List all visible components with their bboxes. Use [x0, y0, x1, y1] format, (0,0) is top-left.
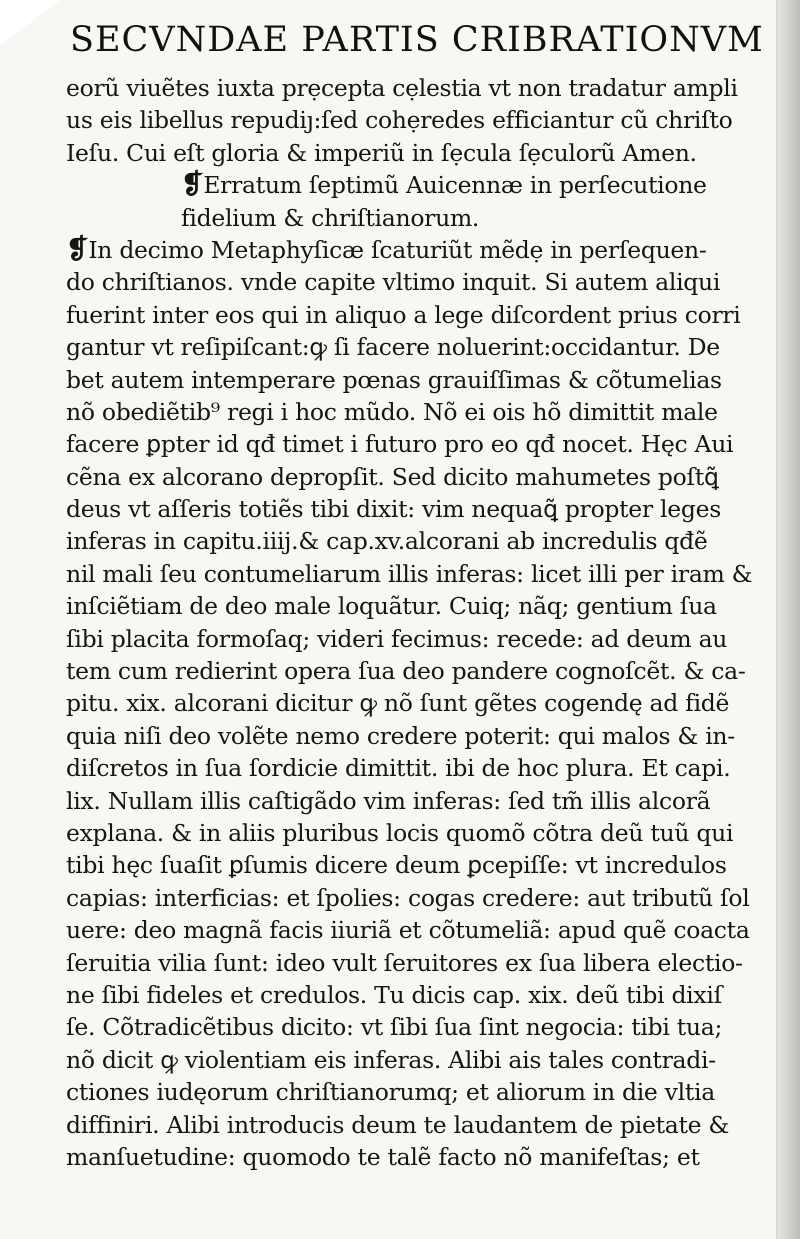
paragraph-start-line [66, 234, 746, 266]
text-line: us eis libellus repudiȷ:ſed cohẹredes efficiantur cũ chriſto [66, 106, 733, 135]
text-line: ne ſibi fideles et credulos. Tu dicis cap. xix. deũ tibi dixiſ [66, 980, 722, 1009]
text-line: gantur vt reſipiſcant:ꝙ ſi facere noluerint:occidantur. De [66, 333, 720, 362]
text-line: tem cum redierint opera ſua deo pandere cognoſcẽt. & ca- [66, 657, 746, 686]
text-line: ſibi placita formoſaq; videri fecimus: recede: ad deum au [66, 624, 728, 653]
text-line: diffiniri. Alibi introducis deum te laudantem de pietate & [66, 1110, 729, 1139]
pilcrow-icon: ❡ [181, 169, 204, 201]
text-line: manſuetudine: quomodo te talẽ facto nõ manifeſtas; et [66, 1142, 700, 1171]
text-line: inferas in capitu.iiij.& cap.xv.alcorani ab incredulis qđẽ [66, 527, 708, 556]
text-line: do chriſtianos. vnde capite vltimo inquit. Si autem aliqui [66, 268, 721, 297]
text-line: Ieſu. Cui eſt gloria & imperiũ in ſẹcula ſẹculorũ Amen. [66, 138, 697, 167]
text-line: nõ dicit ꝙ violentiam eis inferas. Alibi ais tales contradi- [66, 1045, 716, 1074]
text-line: ctiones iudęorum chriſtianorumq; et aliorum in die vltia [66, 1078, 715, 1107]
text-line: In decimo Metaphyſicæ ſcaturiũt mẽdẹ in perſequen- [88, 235, 707, 264]
text-block [66, 72, 753, 1173]
text-line: diſcretos in ſua ſordicie dimittit. ibi de hoc plura. Et capi. [66, 754, 731, 783]
text-line: pitu. xix. alcorani dicitur ꝙ nõ ſunt gẽtes cogendę ad fidẽ [66, 689, 730, 718]
text-line: fidelium & chriſtianorum. [181, 203, 480, 232]
text-line: explana. & in aliis pluribus locis quomõ cõtra deũ tuũ qui [66, 818, 734, 847]
text-line: fuerint inter eos qui in aliquo a lege diſcordent prius corri [66, 300, 741, 329]
text-line: ſeruitia vilia ſunt: ideo vult ſeruitores ex ſua libera electio- [66, 948, 743, 977]
section-heading-line [66, 169, 746, 201]
text-line: cẽna ex alcorano depropſit. Sed dicito mahumetes poſtꝗ̃ [66, 462, 719, 491]
running-head: SECVNDAE PARTIS CRIBRATIONVM [70, 20, 764, 60]
text-line: tibi hęc ſuaſit ꝑſumis dicere deum ꝑcepiſſe: vt incredulos [66, 851, 727, 880]
text-line: facere ꝑpter id qđ timet i futuro pro eo qđ nocet. Hęc Aui [66, 430, 734, 459]
text-line: Erratum ſeptimũ Auicennæ in perſecutione [203, 171, 707, 200]
text-line: uere: deo magnã facis iiuriã et cõtumeliã: apud quẽ coacta [66, 916, 750, 945]
text-line: eorũ viuẽtes iuxta prẹcepta cẹlestia vt non tradatur ampli [66, 74, 738, 102]
text-line: nõ obediẽtib⁹ regi i hoc mũdo. Nõ ei ois hõ dimittit male [66, 397, 718, 426]
page-corner [0, 0, 60, 46]
adjacent-page-edge [778, 0, 800, 1239]
text-line: lix. Nullam illis caſtigãdo vim inferas: ſed tm̃ illis alcorã [66, 786, 711, 815]
text-line: ſe. Cõtradicẽtibus dicito: vt ſibi ſua ſint negocia: tibi tua; [66, 1013, 723, 1042]
text-line: capias: interficias: et ſpolies: cogas credere: aut tributũ ſol [66, 883, 750, 912]
text-line: deus vt aſſeris totiẽs tibi dixit: vim nequaꝗ̃ propter leges [66, 495, 721, 524]
text-line: nil mali ſeu contumeliarum illis inferas: licet illi per iram & [66, 559, 753, 588]
pilcrow-icon: ❡ [66, 233, 89, 265]
text-line: bet autem intemperare pœnas grauiſſimas & cõtumelias [66, 365, 722, 394]
text-line: inſciẽtiam de deo male loquãtur. Cuiq; nãq; gentium ſua [66, 592, 717, 621]
text-line: quia niſi deo volẽte nemo credere poterit: qui malos & in- [66, 721, 735, 750]
